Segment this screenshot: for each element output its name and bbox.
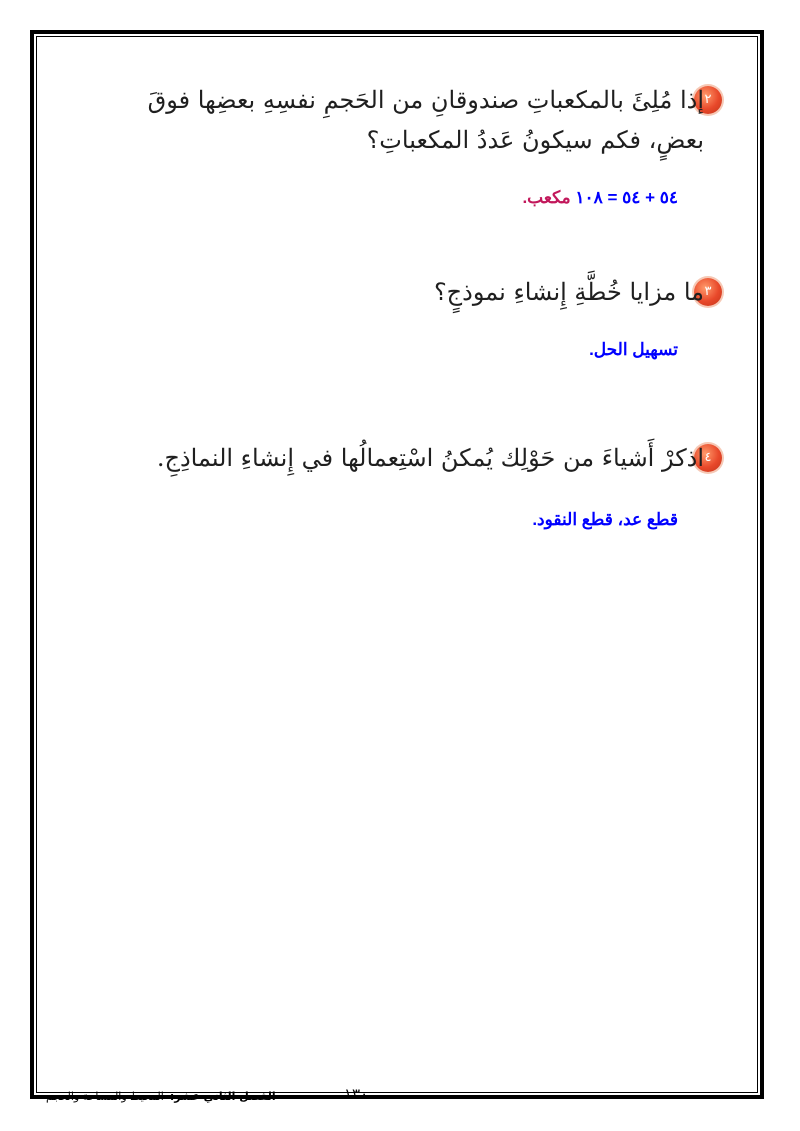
- page-number: ١٣٠: [344, 1085, 369, 1103]
- chapter-label: الفصل الثاني عشر:: [169, 1090, 276, 1103]
- answer-text: [532, 510, 678, 530]
- answer-main: تسهيل الحل.: [589, 340, 678, 359]
- question-line: إذا مُلِئَ بالمكعباتِ صندوقانِ من الحَجمِ نفسِهِ بعضِها فوقَ: [147, 86, 704, 114]
- answer-unit: مكعب.: [522, 188, 571, 207]
- question-text: [148, 80, 704, 160]
- answer-equation: ٥٤ + ٥٤ = ١٠٨: [575, 188, 678, 207]
- question-text: [434, 272, 704, 312]
- answer-text: [522, 188, 678, 208]
- question-number-badge: ٢: [694, 86, 722, 114]
- question-text: [157, 438, 704, 478]
- question-number-badge: ٤: [694, 444, 722, 472]
- answer-text: [589, 340, 678, 360]
- chapter-title: المحيط والمساحة والحجم: [46, 1090, 164, 1103]
- question-line: بعضٍ، فكم سيكونُ عَددُ المكعباتِ؟: [366, 126, 704, 154]
- answer-main: قطع عد، قطع النقود.: [532, 510, 678, 529]
- question-line: ما مزايا خُطَّةِ إِنشاءِ نموذجٍ؟: [433, 278, 704, 306]
- question-line: اذكرْ أَشياءَ من حَوْلِك يُمكنُ اسْتِعمالُها في إِنشاءِ النماذِجِ.: [156, 444, 704, 472]
- footer-chapter: [46, 1090, 276, 1103]
- question-number-badge: ٣: [694, 278, 722, 306]
